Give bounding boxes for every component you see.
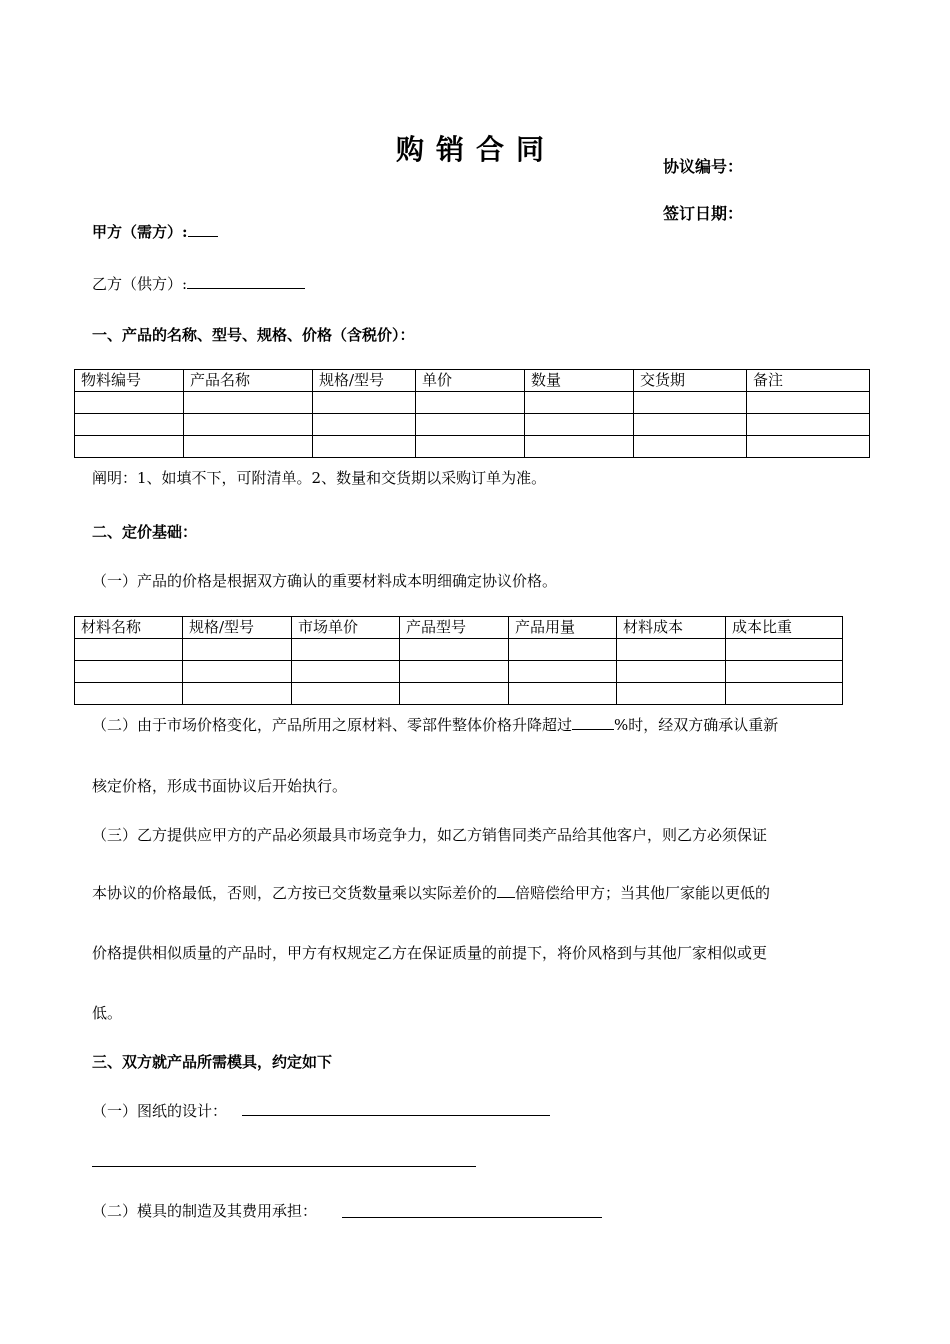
table-header-cell: 规格/型号	[183, 617, 292, 639]
material-cost-table	[74, 616, 843, 705]
party-b-blank[interactable]	[187, 274, 305, 289]
section2-item1: （一）产品的价格是根据双方确认的重要材料成本明细确定协议价格。	[92, 572, 558, 590]
table-cell[interactable]	[75, 661, 183, 683]
table-cell[interactable]	[617, 683, 726, 705]
document-title: 购销合同	[396, 133, 557, 166]
table-cell[interactable]	[525, 392, 634, 414]
agreement-number-label: 协议编号：	[663, 157, 744, 176]
multiplier-blank[interactable]	[497, 883, 515, 898]
table-cell[interactable]	[75, 639, 183, 661]
table-cell[interactable]	[183, 661, 292, 683]
table-cell[interactable]	[416, 392, 525, 414]
table-header-cell: 成本比重	[726, 617, 843, 639]
table-cell[interactable]	[634, 436, 747, 458]
table-cell[interactable]	[617, 639, 726, 661]
section2-item2	[92, 714, 778, 735]
table-cell[interactable]	[747, 392, 870, 414]
drawing-design-blank-continued[interactable]	[92, 1166, 476, 1167]
section3-item1: （一）图纸的设计：	[92, 1102, 228, 1120]
table-cell[interactable]	[183, 639, 292, 661]
party-a-blank[interactable]	[188, 222, 218, 237]
table-row	[75, 639, 843, 661]
table-header-cell: 单价	[416, 370, 525, 392]
table-header-cell: 材料成本	[617, 617, 726, 639]
table-header-cell: 数量	[525, 370, 634, 392]
table-header-cell: 物料编号	[75, 370, 184, 392]
party-a-line	[92, 221, 218, 242]
table-row	[75, 661, 843, 683]
table-row	[75, 436, 870, 458]
table-header-row	[75, 617, 843, 639]
table-cell[interactable]	[416, 436, 525, 458]
section3-item2: （二）模具的制造及其费用承担：	[92, 1202, 318, 1220]
party-b-line	[92, 273, 305, 294]
item3-text-part-a: 本协议的价格最低，否则，乙方按已交货数量乘以实际差价的	[92, 884, 498, 902]
table-cell[interactable]	[617, 661, 726, 683]
section2-item3-line3: 价格提供相似质量的产品时，甲方有权规定乙方在保证质量的前提下，将价风格到与其他厂家相似或更	[92, 944, 768, 962]
party-b-label: 乙方（供方）:	[92, 275, 188, 293]
table-cell[interactable]	[400, 683, 509, 705]
percentage-blank[interactable]	[572, 715, 614, 730]
table-header-cell: 产品用量	[509, 617, 617, 639]
table-header-cell: 规格/型号	[313, 370, 416, 392]
table-cell[interactable]	[184, 436, 313, 458]
product-table	[74, 369, 870, 458]
table-cell[interactable]	[416, 414, 525, 436]
table-header-cell: 产品型号	[400, 617, 509, 639]
table-header-cell: 备注	[747, 370, 870, 392]
table-cell[interactable]	[183, 683, 292, 705]
table-cell[interactable]	[292, 683, 400, 705]
table-row	[75, 392, 870, 414]
sign-date-label: 签订日期：	[663, 204, 744, 223]
section2-heading: 二、定价基础：	[92, 523, 198, 541]
section1-note: 阐明：1、如填不下，可附清单。2、数量和交货期以采购订单为准。	[92, 469, 547, 487]
item3-text-part-b: 倍赔偿给甲方；当其他厂家能以更低的	[515, 884, 771, 902]
table-header-cell: 交货期	[634, 370, 747, 392]
section2-item3-line1: （三）乙方提供应甲方的产品必须最具市场竞争力，如乙方销售同类产品给其他客户，则乙方必须保证	[92, 826, 768, 844]
party-a-label: 甲方（需方）:	[92, 223, 188, 241]
table-cell[interactable]	[75, 392, 184, 414]
table-cell[interactable]	[313, 392, 416, 414]
section2-item3-line2	[92, 882, 770, 903]
table-header-cell: 材料名称	[75, 617, 183, 639]
table-cell[interactable]	[747, 414, 870, 436]
table-header-cell: 产品名称	[184, 370, 313, 392]
table-row	[75, 414, 870, 436]
mold-cost-blank[interactable]	[342, 1217, 602, 1218]
drawing-design-blank[interactable]	[242, 1115, 550, 1116]
table-cell[interactable]	[726, 661, 843, 683]
table-header-cell: 市场单价	[292, 617, 400, 639]
table-cell[interactable]	[747, 436, 870, 458]
table-cell[interactable]	[75, 414, 184, 436]
item2-text-part2: %时，经双方确承认重新	[614, 716, 779, 734]
table-cell[interactable]	[75, 436, 184, 458]
section2-item3-line4: 低。	[92, 1004, 123, 1022]
table-cell[interactable]	[400, 661, 509, 683]
table-cell[interactable]	[509, 639, 617, 661]
table-cell[interactable]	[509, 661, 617, 683]
table-row	[75, 683, 843, 705]
table-cell[interactable]	[400, 639, 509, 661]
table-cell[interactable]	[184, 414, 313, 436]
table-cell[interactable]	[509, 683, 617, 705]
table-cell[interactable]	[75, 683, 183, 705]
table-cell[interactable]	[634, 414, 747, 436]
table-cell[interactable]	[726, 683, 843, 705]
table-cell[interactable]	[292, 639, 400, 661]
table-cell[interactable]	[292, 661, 400, 683]
table-cell[interactable]	[726, 639, 843, 661]
section3-heading: 三、双方就产品所需模具，约定如下	[92, 1053, 333, 1071]
table-cell[interactable]	[313, 414, 416, 436]
table-cell[interactable]	[525, 414, 634, 436]
table-cell[interactable]	[313, 436, 416, 458]
section1-heading: 一、产品的名称、型号、规格、价格（含税价）：	[92, 326, 415, 344]
table-cell[interactable]	[525, 436, 634, 458]
table-cell[interactable]	[184, 392, 313, 414]
section2-item2-line2: 核定价格，形成书面协议后开始执行。	[92, 777, 348, 795]
table-header-row	[75, 370, 870, 392]
table-cell[interactable]	[634, 392, 747, 414]
item2-text-part1: （二）由于市场价格变化，产品所用之原材料、零部件整体价格升降超过	[92, 716, 573, 734]
